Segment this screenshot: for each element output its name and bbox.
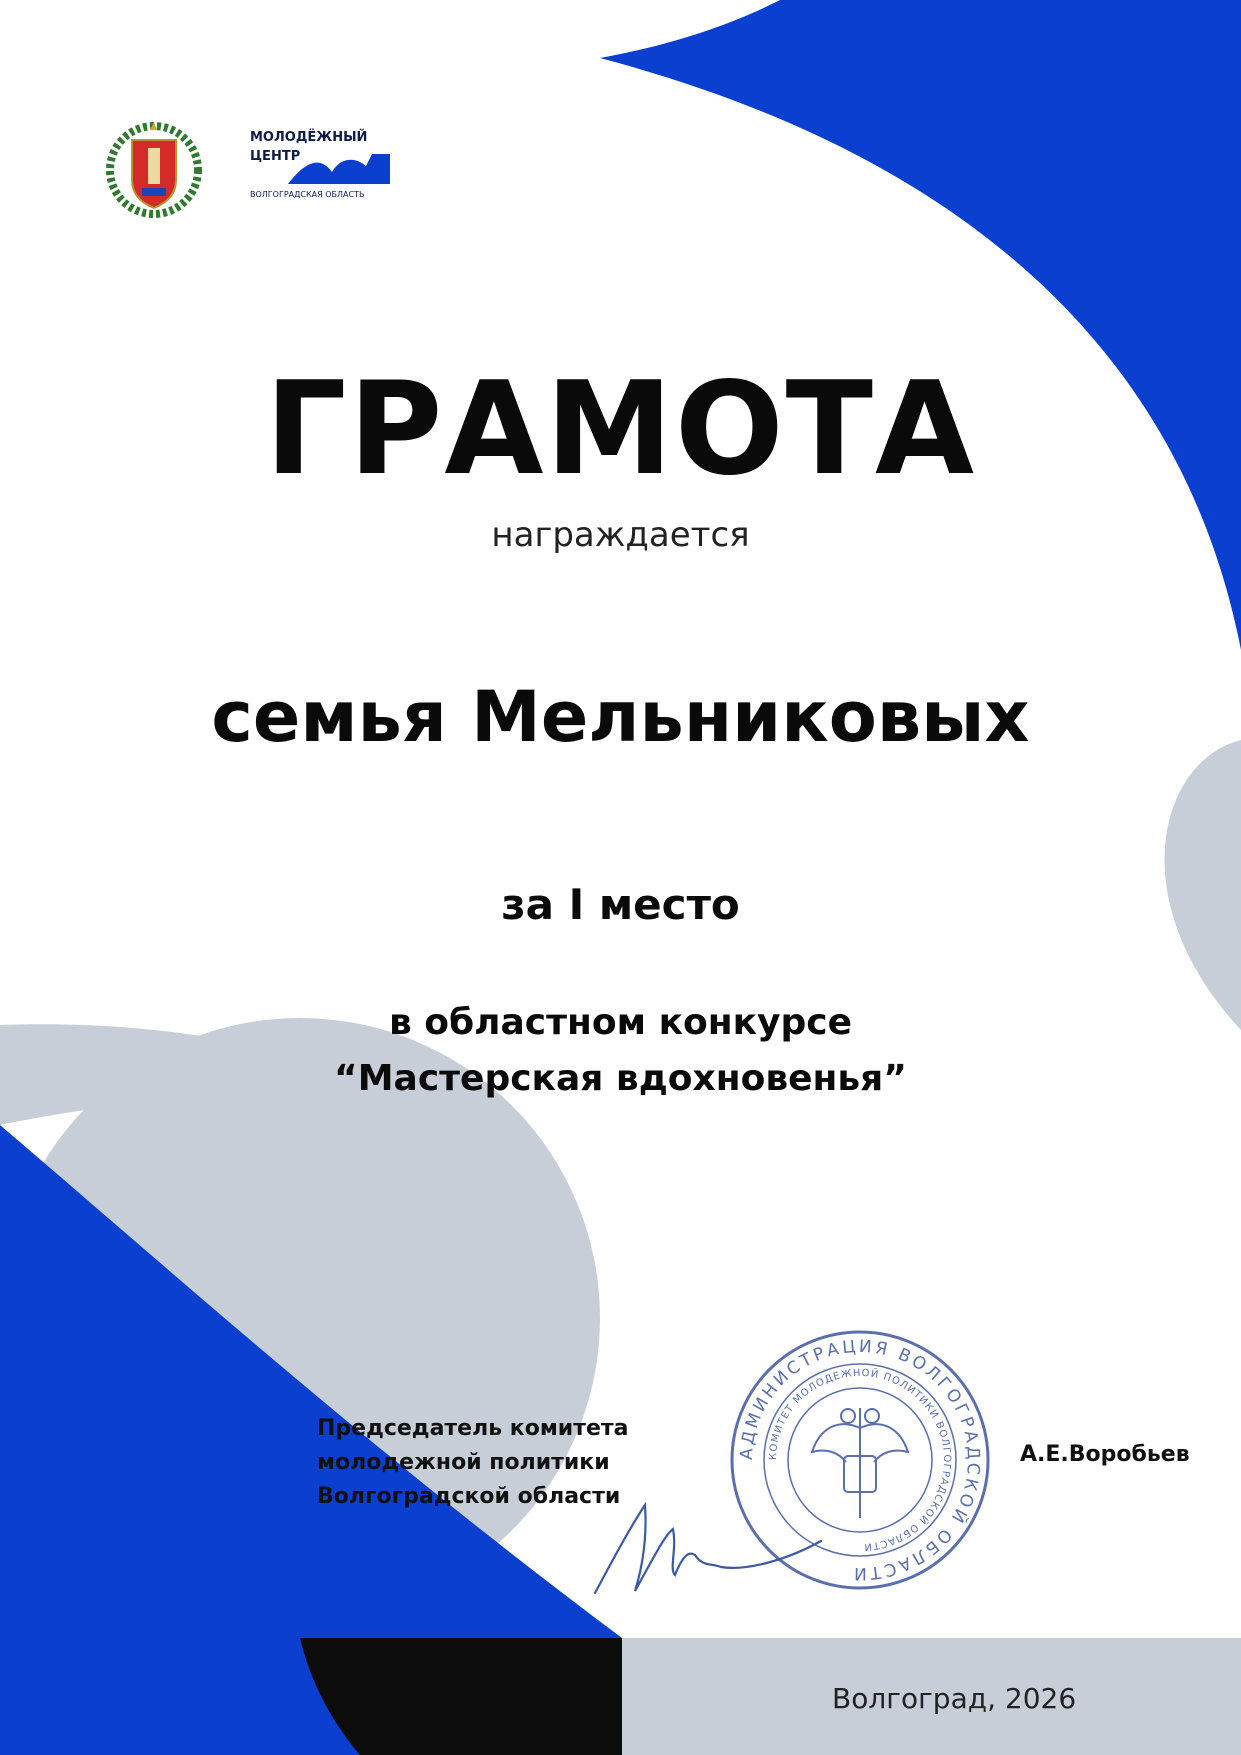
- coat-of-arms-emblem: [104, 118, 204, 218]
- stamp-outer-text: АДМИНИСТРАЦИЯ ВОЛГОГРАДСКОЙ ОБЛАСТИ: [736, 1336, 984, 1584]
- signer-name: А.Е.Воробьев: [1020, 1442, 1190, 1467]
- signer-position-line-3: Волгоградской области: [317, 1484, 621, 1509]
- signer-position-line-1: Председатель комитета: [317, 1416, 629, 1441]
- youth-center-logo: [250, 130, 390, 210]
- award-place: за I место: [501, 880, 740, 929]
- awarded-subtitle: награждается: [491, 515, 750, 555]
- footer-city-year: Волгоград, 2026: [832, 1682, 1077, 1715]
- eagle-icon: [812, 1408, 908, 1518]
- logo-line-3: ВОЛГОГРАДСКАЯ ОБЛАСТЬ: [250, 190, 365, 199]
- logo-line-1: МОЛОДЁЖНЫЙ: [250, 130, 368, 145]
- logo-line-2: ЦЕНТР: [250, 149, 301, 164]
- black-bottom-shape: [300, 1638, 622, 1755]
- contest-line-2: “Мастерская вдохновенья”: [334, 1058, 907, 1099]
- recipient-name: семья Мельниковых: [211, 676, 1030, 758]
- contest-line-1: в областном конкурсе: [388, 1002, 853, 1043]
- signer-position-line-2: молодежной политики: [317, 1450, 610, 1475]
- contest-description: [0, 995, 1241, 1107]
- handwritten-signature: [585, 1495, 825, 1605]
- stamp-inner-text: КОМИТЕТ МОЛОДЕЖНОЙ ПОЛИТИКИ ВОЛГОГРАДСКОЙ ОБЛАСТИ: [767, 1367, 953, 1553]
- signer-position: [317, 1412, 629, 1514]
- certificate-title: ГРАМОТА: [265, 355, 976, 504]
- logo-m-mark: [288, 154, 390, 184]
